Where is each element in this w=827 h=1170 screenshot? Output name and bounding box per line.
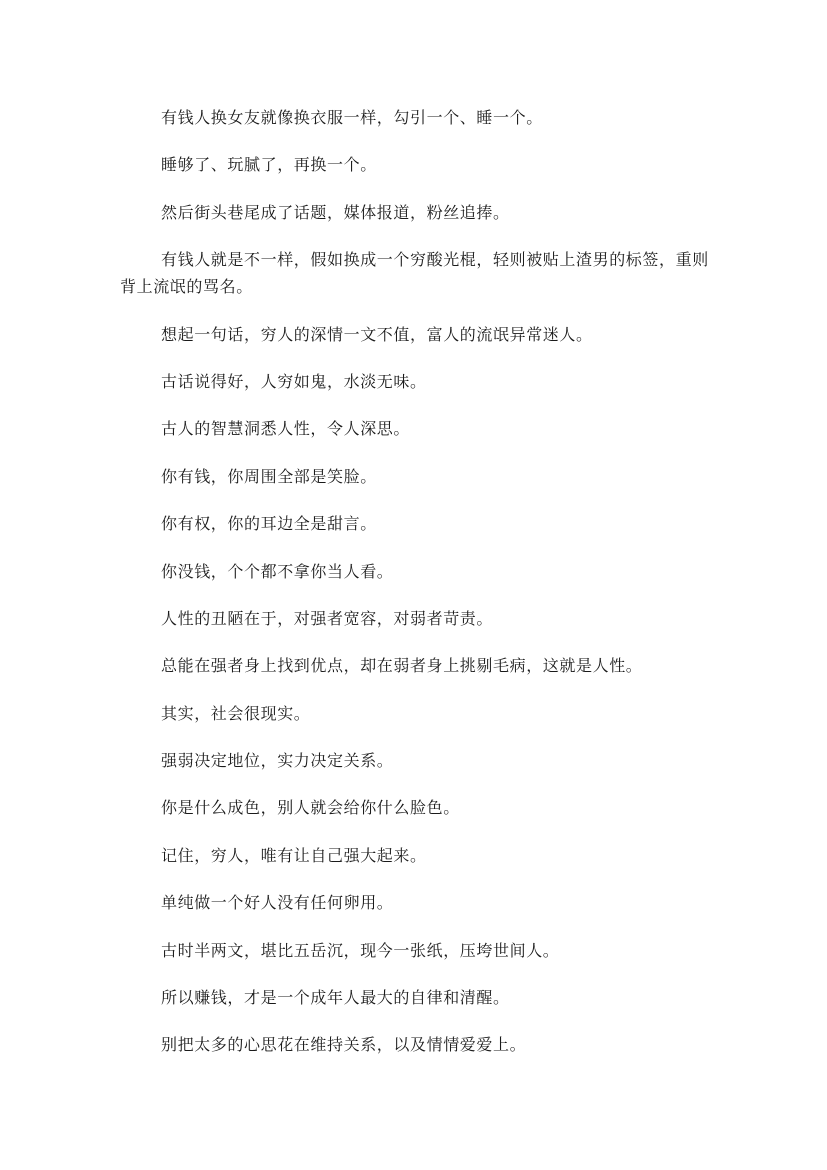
paragraph: 然后街头巷尾成了话题，媒体报道，粉丝追捧。: [161, 202, 510, 222]
paragraph: 强弱决定地位，实力决定关系。: [161, 751, 394, 771]
paragraph: 有钱人换女友就像换衣服一样，勾引一个、睡一个。: [161, 108, 543, 127]
paragraph: 有钱人就是不一样，假如换成一个穷酸光棍，轻则被贴上渣男的标签，重则背上流氓的骂名。: [120, 250, 709, 297]
paragraph: 记住，穷人，唯有让自己强大起来。: [161, 845, 427, 865]
paragraph: 你没钱，个个都不拿你当人看。: [161, 561, 394, 581]
paragraph: 你有权，你的耳边全是甜言。: [161, 514, 377, 534]
paragraph: 古话说得好，人穷如鬼，水淡无味。: [161, 371, 427, 391]
paragraph: 你有钱，你周围全部是笑脸。: [161, 466, 377, 486]
paragraph: 睡够了、玩腻了，再换一个。: [161, 155, 377, 175]
paragraph: 想起一句话，穷人的深情一文不值，富人的流氓异常迷人。: [161, 324, 593, 344]
paragraph: 你是什么成色，别人就会给你什么脸色。: [161, 798, 460, 818]
paragraph: 别把太多的心思花在维持关系，以及情情爱爱上。: [161, 1035, 527, 1055]
paragraph: 古人的智慧洞悉人性，令人深思。: [161, 419, 411, 439]
paragraph: 古时半两文，堪比五岳沉，现今一张纸，压垮世间人。: [161, 940, 560, 960]
document-body: [120, 104, 710, 1079]
paragraph: 人性的丑陋在于，对强者宽容，对弱者苛责。: [161, 608, 494, 628]
paragraph: 总能在强者身上找到优点，却在弱者身上挑剔毛病，这就是人性。: [161, 656, 643, 676]
paragraph: 其实，社会很现实。: [161, 703, 311, 723]
paragraph: 所以赚钱，才是一个成年人最大的自律和清醒。: [161, 988, 510, 1008]
paragraph: 单纯做一个好人没有任何卵用。: [161, 893, 394, 913]
